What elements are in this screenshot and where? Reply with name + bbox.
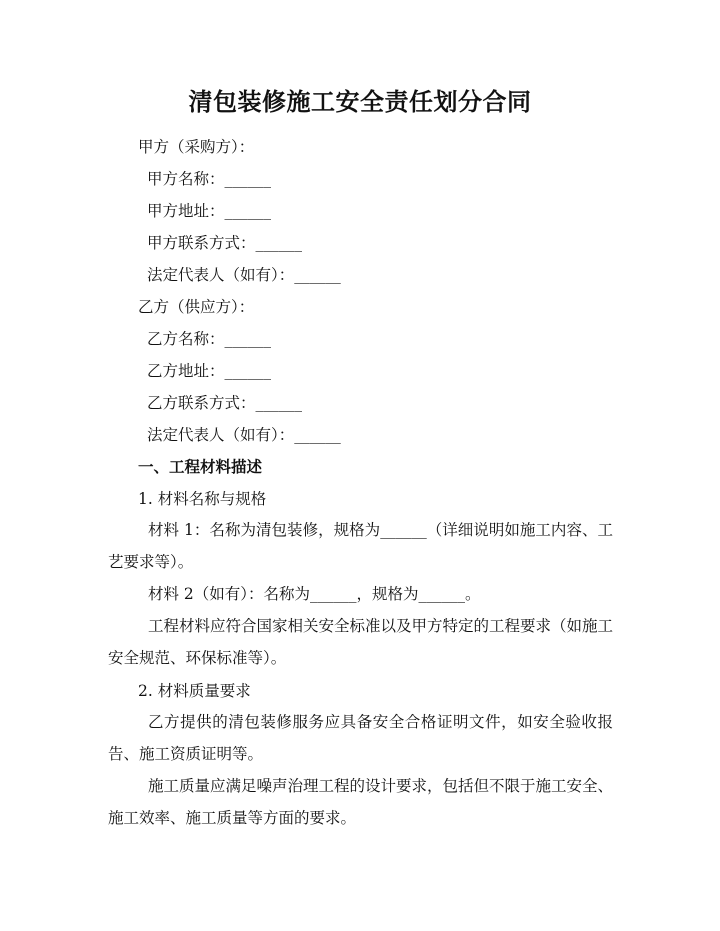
quality-paragraph: 施工质量应满足噪声治理工程的设计要求，包括但不限于施工安全、施工效率、施工质量等方面的要求。	[108, 777, 614, 827]
party-a-address: 甲方地址：______	[147, 202, 272, 220]
subsection-heading: 1. 材料名称与规格	[138, 490, 267, 508]
subsection-heading: 2. 材料质量要求	[138, 682, 251, 700]
material-2-paragraph: 材料 2（如有）：名称为______，规格为______。	[148, 585, 481, 603]
party-b-representative: 法定代表人（如有）：______	[147, 426, 341, 444]
document-title: 清包装修施工安全责任划分合同	[188, 88, 532, 116]
section-heading: 一、工程材料描述	[138, 458, 263, 476]
party-b-heading: 乙方（供应方）：	[138, 298, 255, 316]
material-1-paragraph: 材料 1：名称为清包装修，规格为______（详细说明如施工内容、工艺要求等）。	[108, 521, 613, 571]
party-b-name: 乙方名称：______	[147, 330, 272, 348]
party-b-address: 乙方地址：______	[147, 362, 272, 380]
party-a-heading: 甲方（采购方）：	[138, 138, 255, 156]
party-a-contact: 甲方联系方式：______	[147, 234, 303, 252]
party-a-representative: 法定代表人（如有）：______	[147, 266, 341, 284]
certificate-paragraph: 乙方提供的清包装修服务应具备安全合格证明文件，如安全验收报告、施工资质证明等。	[108, 713, 613, 763]
standard-paragraph: 工程材料应符合国家相关安全标准以及甲方特定的工程要求（如施工安全规范、环保标准等）。	[108, 617, 614, 667]
party-a-name: 甲方名称：______	[147, 170, 272, 188]
party-b-contact: 乙方联系方式：______	[147, 394, 303, 412]
